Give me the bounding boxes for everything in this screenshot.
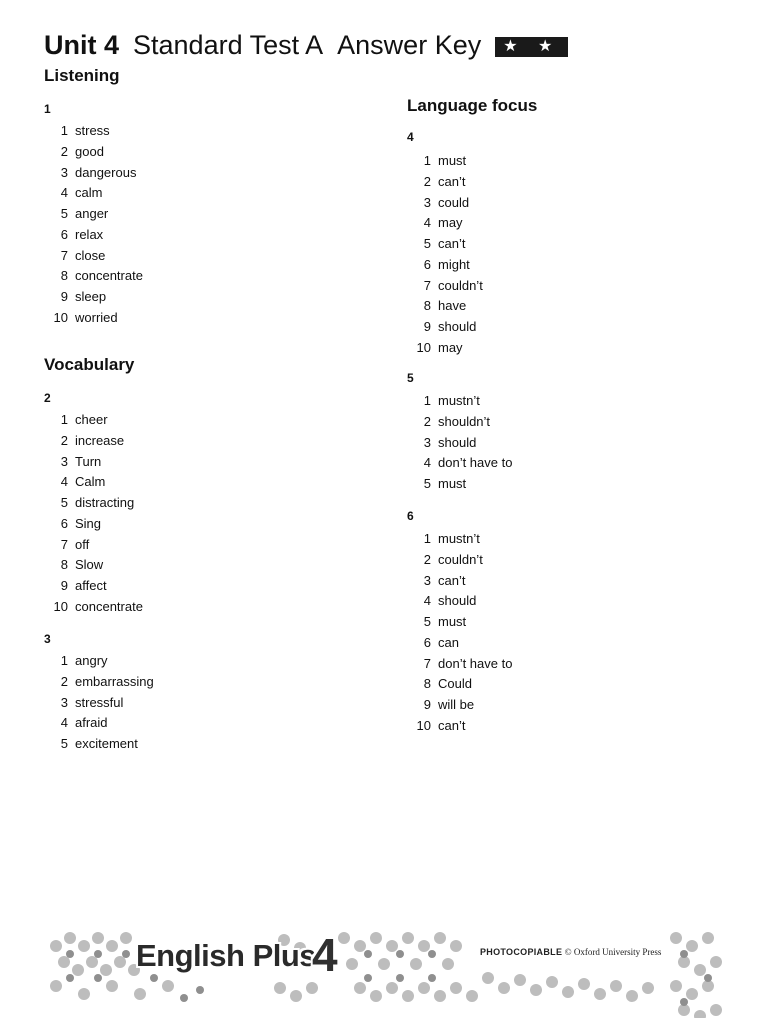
- answer-number: 4: [60, 715, 68, 731]
- answer-text: can’t: [438, 717, 466, 733]
- answer-item: [407, 172, 483, 193]
- answer-text: can’t: [438, 572, 466, 588]
- answer-item: [44, 597, 143, 618]
- answer-item: [44, 713, 154, 734]
- answer-item: [407, 529, 512, 550]
- answer-number: 4: [60, 185, 68, 201]
- answer-number: 5: [60, 206, 68, 221]
- answer-item: [44, 246, 143, 267]
- answer-text: must: [438, 476, 467, 491]
- answer-text: couldn’t: [438, 277, 483, 293]
- answer-text: anger: [75, 206, 109, 221]
- answer-number: 10: [53, 309, 68, 325]
- answer-item: [44, 693, 154, 714]
- answer-item: [44, 142, 143, 163]
- answer-item: [44, 225, 143, 246]
- answer-text: mustn’t: [438, 393, 480, 408]
- photocopiable-label: PHOTOCOPIABLE: [480, 947, 563, 957]
- exercise-number: 4: [407, 130, 414, 144]
- answer-item: [407, 193, 483, 214]
- answer-item: [44, 734, 154, 755]
- answer-item: [407, 276, 483, 297]
- answer-text: sleep: [75, 289, 107, 304]
- exercise-number: 1: [44, 102, 51, 116]
- answer-number: 6: [423, 256, 431, 272]
- answer-text: don’t have to: [438, 655, 513, 671]
- answer-number: 2: [60, 143, 68, 159]
- answer-text: relax: [75, 226, 104, 242]
- answer-item: [407, 633, 512, 654]
- answer-number: 8: [423, 676, 431, 692]
- answer-number: 7: [60, 536, 68, 552]
- answer-text: Could: [438, 676, 472, 692]
- answer-list-ex3: [44, 651, 154, 755]
- answer-item: [44, 514, 143, 535]
- answer-number: 8: [423, 298, 431, 314]
- answer-text: Calm: [75, 474, 106, 490]
- answer-number: 10: [416, 717, 431, 733]
- difficulty-stars-badge: ★ ★: [495, 37, 568, 57]
- answer-text: afraid: [75, 715, 108, 731]
- answer-list-ex5: [407, 391, 512, 495]
- answer-number: 4: [423, 215, 431, 231]
- answer-number: 5: [423, 476, 431, 491]
- answer-item: [44, 472, 143, 493]
- answer-item: [44, 287, 143, 308]
- answer-text: couldn’t: [438, 551, 483, 567]
- answer-text: cheer: [75, 412, 108, 427]
- answer-number: 1: [60, 412, 68, 427]
- answer-item: [407, 612, 512, 633]
- answer-item: [407, 234, 483, 255]
- answer-list-ex6: [407, 529, 512, 737]
- answer-item: [407, 654, 512, 675]
- answer-text: excitement: [75, 736, 138, 751]
- answer-text: can: [438, 634, 459, 650]
- answer-list-ex2: [44, 410, 143, 618]
- answer-item: [44, 183, 143, 204]
- answer-list-ex1: [44, 121, 143, 329]
- answer-item: [407, 255, 483, 276]
- answer-number: 9: [423, 697, 431, 712]
- answer-number: 10: [416, 339, 431, 355]
- answer-item: [44, 266, 143, 287]
- answer-number: 4: [423, 455, 431, 471]
- answer-item: [44, 493, 143, 514]
- answer-number: 6: [423, 634, 431, 650]
- answer-number: 5: [423, 614, 431, 629]
- answer-number: 3: [60, 694, 68, 710]
- answer-text: dangerous: [75, 164, 137, 180]
- answer-number: 10: [53, 598, 68, 614]
- answer-number: 2: [423, 551, 431, 567]
- answer-text: stress: [75, 123, 110, 138]
- answer-item: [44, 121, 143, 142]
- answer-text: calm: [75, 185, 103, 201]
- answer-item: [44, 576, 143, 597]
- answer-item: [44, 204, 143, 225]
- answer-item: [407, 296, 483, 317]
- section-title-language-focus: Language focus: [407, 96, 538, 115]
- answer-text: must: [438, 153, 467, 168]
- answer-text: can’t: [438, 236, 466, 251]
- answer-item: [44, 410, 143, 431]
- answer-item: [407, 591, 512, 612]
- exercise-number: 2: [44, 391, 51, 405]
- answer-text: concentrate: [75, 268, 143, 284]
- answer-text: increase: [75, 432, 125, 448]
- brand-logo: English Plus: [136, 938, 317, 973]
- unit-label: Unit 4: [44, 30, 120, 60]
- answer-number: 6: [60, 515, 68, 531]
- section-title-listening: Listening: [44, 66, 120, 85]
- answer-text: may: [438, 339, 463, 355]
- answer-number: 8: [60, 268, 68, 284]
- answer-number: 3: [423, 434, 431, 450]
- answer-text: off: [75, 536, 90, 552]
- answer-number: 9: [60, 578, 68, 593]
- publisher-label: © Oxford University Press: [564, 947, 662, 957]
- answer-number: 1: [60, 653, 68, 668]
- answer-text: must: [438, 614, 467, 629]
- answer-number: 8: [60, 557, 68, 573]
- answer-text: can’t: [438, 173, 466, 189]
- answer-number: 1: [423, 531, 431, 546]
- answer-item: [407, 433, 512, 454]
- answer-item: [407, 151, 483, 172]
- answer-list-ex4: [407, 151, 483, 359]
- answer-text: should: [438, 319, 477, 334]
- answer-text: angry: [75, 653, 108, 668]
- answer-number: 3: [423, 572, 431, 588]
- answer-number: 6: [60, 226, 68, 242]
- answer-number: 5: [60, 495, 68, 510]
- answer-number: 5: [423, 236, 431, 251]
- answer-item: [44, 452, 143, 473]
- answer-text: mustn’t: [438, 531, 480, 546]
- exercise-number: 3: [44, 632, 51, 646]
- answer-text: concentrate: [75, 598, 143, 614]
- answer-number: 7: [423, 655, 431, 671]
- answer-number: 1: [423, 153, 431, 168]
- answer-number: 2: [60, 432, 68, 448]
- answer-text: embarrassing: [75, 673, 154, 689]
- footer-banner: [44, 918, 724, 1018]
- answer-item: [407, 317, 483, 338]
- answer-text: Sing: [75, 515, 102, 531]
- answer-text: could: [438, 194, 470, 210]
- answer-text: worried: [75, 309, 118, 325]
- answer-text: may: [438, 215, 463, 231]
- answer-item: [407, 695, 512, 716]
- answer-key-label: Answer Key: [337, 30, 482, 60]
- answer-number: 1: [60, 123, 68, 138]
- answer-number: 5: [60, 736, 68, 751]
- answer-item: [407, 391, 512, 412]
- answer-number: 3: [60, 164, 68, 180]
- answer-number: 4: [423, 593, 431, 609]
- answer-item: [407, 674, 512, 695]
- brand-level: 4: [312, 929, 338, 981]
- answer-number: 4: [60, 474, 68, 490]
- answer-item: [407, 550, 512, 571]
- answer-item: [407, 338, 483, 359]
- exercise-number: 5: [407, 371, 414, 385]
- answer-text: have: [438, 298, 467, 314]
- answer-text: should: [438, 593, 477, 609]
- answer-number: 9: [423, 319, 431, 334]
- answer-number: 2: [423, 413, 431, 429]
- answer-item: [407, 453, 512, 474]
- answer-text: shouldn’t: [438, 413, 491, 429]
- answer-text: Slow: [75, 557, 104, 573]
- answer-item: [407, 412, 512, 433]
- test-name: Standard Test A: [133, 30, 324, 60]
- answer-item: [407, 213, 483, 234]
- section-title-vocabulary: Vocabulary: [44, 355, 135, 374]
- exercise-number: 6: [407, 509, 414, 523]
- answer-item: [44, 672, 154, 693]
- answer-text: Turn: [75, 453, 102, 469]
- answer-text: should: [438, 434, 477, 450]
- copyright-notice: [478, 946, 663, 958]
- answer-item: [44, 535, 143, 556]
- answer-item: [44, 431, 143, 452]
- answer-item: [44, 555, 143, 576]
- answer-text: distracting: [75, 495, 135, 510]
- answer-number: 3: [60, 453, 68, 469]
- page-title: [44, 30, 568, 61]
- answer-text: don’t have to: [438, 455, 513, 471]
- answer-item: [44, 308, 143, 329]
- answer-item: [407, 716, 512, 737]
- answer-number: 2: [60, 673, 68, 689]
- answer-text: affect: [75, 578, 107, 593]
- answer-number: 9: [60, 289, 68, 304]
- answer-item: [407, 474, 512, 495]
- answer-item: [44, 163, 143, 184]
- answer-number: 2: [423, 173, 431, 189]
- answer-text: stressful: [75, 694, 124, 710]
- answer-text: good: [75, 143, 104, 159]
- answer-text: will be: [438, 697, 475, 712]
- answer-item: [44, 651, 154, 672]
- answer-number: 3: [423, 194, 431, 210]
- answer-number: 7: [60, 247, 68, 263]
- answer-number: 7: [423, 277, 431, 293]
- answer-text: might: [438, 256, 470, 272]
- answer-text: close: [75, 247, 106, 263]
- answer-item: [407, 571, 512, 592]
- answer-number: 1: [423, 393, 431, 408]
